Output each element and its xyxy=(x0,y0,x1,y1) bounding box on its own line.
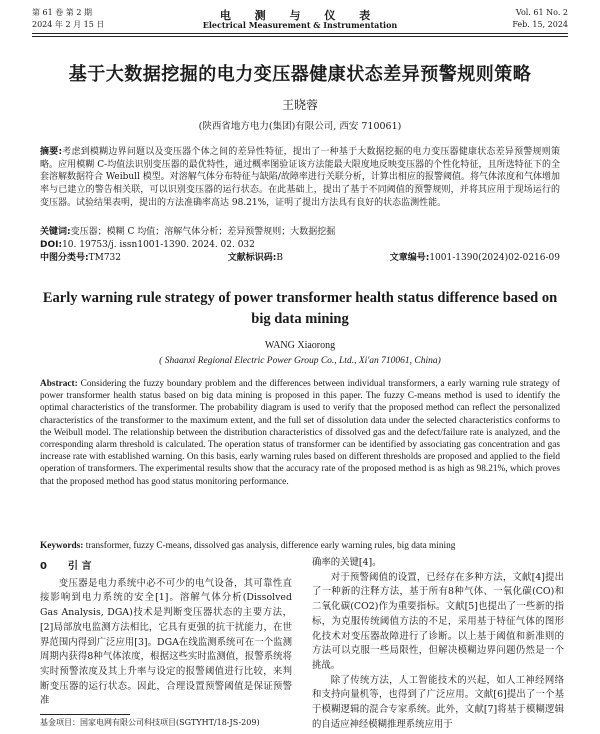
author-cn: 王晓蓉 xyxy=(281,98,318,112)
section-title: 引 言 xyxy=(68,561,92,572)
article-number-label: 文章编号: xyxy=(389,253,430,263)
body-right-column xyxy=(312,556,564,732)
funding-footnote: 基金项目：国家电网有限公司科技项目(SGTYHT/18-JS-209) xyxy=(40,718,260,727)
abstract-cn-label: 摘要: xyxy=(40,147,63,157)
abstract-en-label: Abstract: xyxy=(40,379,78,389)
keywords-en xyxy=(40,540,560,552)
keywords-en-text: transformer, fuzzy C-means, dissolved gas analysis, difference early warning rules, big data mining xyxy=(85,541,456,551)
keywords-cn-label: 关键词: xyxy=(40,227,71,237)
publish-date-cn: 2024 年 2 月 15 日 xyxy=(32,20,105,29)
keywords-cn-text: 变压器；模糊 C 均值；溶解气体分析；差异预警规则；大数据挖掘 xyxy=(70,227,336,237)
keywords-cn xyxy=(40,226,560,238)
abstract-en-text: Considering the fuzzy boundary problem and the differences between individual transformers, a early warning rule strategy of power transformer health status based on big data mining is proposed in this paper. The fuzzy C-means method is used to identify the optimal characteristics of the transformer. The probability diagram is used to verify that the proposed method can reflect the personalized characteristics of the transformer to the maximum extent, and the full set of dissolution data under the selected characteristics conforms to the Weibull model. The relationship between the distribution characteristics of dissolved gas and the defect/failure rate is analyzed, and the corresponding alarm threshold is calculated. The operation status of transformer can be identified by associating gas concentration and gas increase rate with established warning. On this basis, early warning rules based on different thresholds are proposed and applied to the field operation of transformers. The experimental results show that the accuracy rate of the proposed method is as high as 98.21%, which proves that the proposed method has good status monitoring performance. xyxy=(40,379,561,487)
section-number: 0 xyxy=(40,561,47,572)
affiliation-en: ( Shaanxi Regional Electric Power Group Co., Ltd., Xi'an 710061, China) xyxy=(159,356,441,366)
doi-value: 10. 19753/j. issn1001-1390. 2024. 02. 032 xyxy=(62,240,255,250)
article-number xyxy=(390,252,560,264)
clc-value: TM732 xyxy=(88,253,122,263)
abstract-cn-text: 考虑到模糊边界问题以及变压器个体之间的差异性特征，提出了一种基于大数据挖掘的电力变压器健康状态差异预警规则策略。应用模糊 C-均值法识别变压器的最优特性，通过概率图验证该方法能最大限度地反映变压器的个性化特征，且所选特征下的全套溶解数据符合 Weibull 模型。对溶解气体分布特征与缺陷/故障率进行关联分析，计算出相应的报警阈值。将气体浓度和气体增加率与已建立的警告相关联，可以识别变压器的运行状态。在此基础上，提出了基于不同阈值的预警规则，并将其应用于现场运行的变压器。试验结果表明，提出的方法准确率高达 98.21%，证明了提出方法具有良好的状态监测性能。 xyxy=(40,147,560,208)
clc-label: 中图分类号: xyxy=(40,253,89,263)
doc-code-label: 文献标识码: xyxy=(227,253,277,263)
publish-date-en: Feb. 15, 2024 xyxy=(512,20,568,29)
doi-label: DOI: xyxy=(40,240,63,250)
section-heading xyxy=(40,560,292,575)
header-rule-thin xyxy=(32,36,568,37)
abstract-en xyxy=(40,378,560,488)
clc-number xyxy=(40,252,121,264)
journal-name-en: Electrical Measurement & Instrumentation xyxy=(202,20,398,30)
footnote-rule xyxy=(40,714,130,715)
affiliation-cn: (陕西省地方电力(集团)有限公司, 西安 710061) xyxy=(198,121,402,132)
keywords-en-label: Keywords: xyxy=(40,541,84,551)
abstract-cn xyxy=(40,146,560,210)
doc-code-value: B xyxy=(276,253,283,263)
volume-issue: 第 61 卷 第 2 期 xyxy=(32,8,92,17)
paper-title-en: Early warning rule strategy of power transformer health status difference based on big data mining xyxy=(42,290,558,327)
article-number-value: 1001-1390(2024)02-0216-09 xyxy=(429,253,560,263)
journal-name-cn: 电 测 与 仪 表 xyxy=(219,9,381,22)
doi xyxy=(40,239,560,251)
doc-code xyxy=(228,252,283,264)
intro-paragraph-3: 除了传统方法，人工智能技术的兴起，如人工神经网络和支持向量机等，也得到了广泛应用。文献[6]提出了一个基于模糊逻辑的混合专家系统。此外，文献[7]将基于模糊逻辑的自适应神经模糊推理系统应用于 xyxy=(312,674,564,730)
classification-row xyxy=(40,252,560,264)
header-rule xyxy=(32,33,568,34)
intro-paragraph-1-cont: 确率的关键[4]。 xyxy=(312,557,382,568)
body-left-column xyxy=(40,560,292,709)
author-en: WANG Xiaorong xyxy=(264,340,336,351)
intro-paragraph-2: 对于预警阈值的设置，已经存在多种方法，文献[4]提出了一种新的注释方法，基于所有8种气体、一氧化碳(CO)和二氧化碳(CO2)作为重要指标。文献[5]也提出了一些新的指标，为克服传统阈值方法的不足，采用基于特征气体的图形化技术对变压器故障进行了诊断。以上基于阈值和新准则的方法可以克服一些局限性，但解决模糊边界问题仍然是一个挑战。 xyxy=(312,571,564,671)
volume-issue-en: Vol. 61 No. 2 xyxy=(515,8,568,17)
paper-title-cn: 基于大数据挖掘的电力变压器健康状态差异预警规则策略 xyxy=(68,64,532,85)
intro-paragraph-1: 变压器是电力系统中必不可少的电气设备，其可靠性直接影响到电力系统的安全[1]。溶解气体分析(Dissolved Gas Analysis, DGA)技术是判断变压器状态的主要方法，[2]局部放电监测方法相比，它具有更强的抗干扰能力，在世界范围内得到广泛应用[3]。DGA在线监测系统可在一个监测周期内获得8种气体浓度，根据这些实时监测值，报警系统将实时预警浓度及其上升率与设定的报警阈值进行比较，来判断变压器的运行状态。因此，合理设置预警阈值是保证预警准 xyxy=(40,577,292,707)
